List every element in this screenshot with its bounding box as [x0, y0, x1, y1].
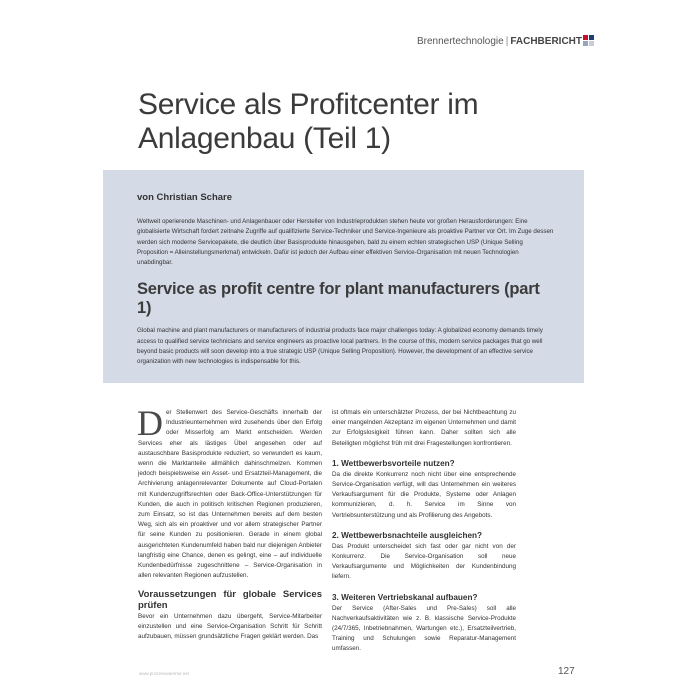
drop-cap: D [137, 403, 163, 443]
continuation-paragraph: ist oftmals ein unterschätzter Prozess, der bei Nichtbeachtung zu einer mangelnden Akzeptanz im eigenen Unternehmen und damit zur Erfolgslosigkeit führen kann. Daher sollten sich alle Beteiligten möglichst früh mit drei Fragestellungen konfrontieren. [332, 409, 516, 447]
prerequisites-paragraph: Bevor ein Unternehmen dazu übergeht, Service-Mitarbeiter einzustellen und eine Service-Organisation Schritt für Schritt aufzubauen, müssen grundsätzliche Fragen geklärt werden. Das [138, 612, 322, 641]
header-section: Brennertechnologie [416, 36, 504, 47]
running-header [417, 36, 582, 47]
header-category: FACHBERICHT [510, 36, 582, 47]
header-separator: | [505, 36, 509, 47]
question-heading-2: 2. Wettbewerbsnachteile ausgleichen? [332, 530, 482, 540]
footer-url: www.prozesswaerme.net [139, 671, 190, 676]
question-heading-3: 3. Weiteren Vertriebskanal aufbauen? [332, 592, 478, 602]
abstract-box [103, 170, 584, 383]
question-paragraph-2: Das Produkt unterscheidet sich fast oder gar nicht von der Konkurrenz. Die Service-Organisation soll neue Verkaufsargumente und Möglichkeiten der Kundenbindung liefern. [332, 542, 516, 581]
question-paragraph-1: Da die direkte Konkurrenz noch nicht über eine entsprechende Service-Organisation verfügt, will das Unternehmen ein weiteres Verkaufsargument für die Produkte, Systeme oder Anlagen kommunizieren, d. h. Service im Sinne von Vertriebsunterstützung und als Profilierung des Angebots. [332, 470, 516, 519]
question-heading-1: 1. Wettbewerbsvorteile nutzen? [332, 458, 455, 468]
english-title: Service as profit centre for plant manufacturers (part 1) [137, 280, 540, 318]
author-byline: von Christian Schare [137, 192, 233, 203]
page-number: 127 [558, 666, 575, 677]
abstract-english: Global machine and plant manufacturers or manufacturers of industrial products face major challenges today: A globalized economy demands timely access to qualified service technicians and service engineers as proactive local partners. In the course of this, modern service packages that go well beyond basic products will soon develop into a true strategic USP (Unique Selling Proposition). However, the development of an effective service organization with new technologies is indispensable for this. [137, 327, 543, 366]
abstract-german: Weltweit operierende Maschinen- und Anlagenbauer oder Hersteller von Industrieprodukten stehen heute vor großen Herausforderungen: Eine globalisierte Wirtschaft fordert zeitnahe Zugriffe auf qualifizierte Service-Techniker und Service-Ingenieure als proaktive Partner vor Ort. Im Zuge dessen werden sich moderne Servicepakete, die deutlich über Basisprodukte hinausgehen, bald zu einem echten strategischen USP (Unique Selling Proposition = Alleinstellungsmerkmal) entwickeln. Dafür ist jedoch der Aufbau einer effektiven Service-Organisation mit neuen Technologien unabdingbar. [137, 218, 554, 267]
publisher-logo-icon [583, 35, 594, 46]
body-column-right [332, 408, 516, 655]
question-paragraph-3: Der Service (After-Sales und Pre-Sales) soll alle Nachverkaufsaktivitäten wie z. B. klassische Service-Produkte (24/7/365, Inbetriebnahmen, Wartungen etc.), Ersatzteilvertrieb, Training und Schulungen sowie Reparatur-Management umfassen. [332, 604, 516, 653]
section-heading-prerequisites: Voraussetzungen für globale Services prüfen [138, 589, 322, 611]
article-title: Service als Profitcenter im Anlagenbau (Teil 1) [138, 88, 479, 155]
intro-text: er Stellenwert des Service-Geschäfts innerhalb der Industrieunternehmen wird zusehends über den Erfolg oder Misserfolg am Markt entscheiden. Werden Services eher als lästiges Übel angesehen oder auf austauschbare Basisprodukte reduziert, so verwundert es kaum, wenn die Marktanteile allmählich dahinschmelzen. Kommen jedoch beispielsweise ein Asset- und Ersatzteil-Management, die Archivierung anlagenrelevanter Dokumente auf Cloud-Portalen mit Kundenzugriffsrechten oder Back-Office-Unterstützungen für Kunden, die auch in politisch kritischen Regionen produzieren, zum Einsatz, so ist das Unternehmen bereits auf dem besten Weg, sich als ein proaktiver und vor allem strategischer Partner für seine Kunden zu positionieren. Gerade in einem global ausgerichteten Kundenumfeld haben bald nur diejenigen Anbieter langfristig eine Chance, denen es gelingt, eine – auf individuelle Kundenbedürfnisse zugeschnittene – Service-Organisation in allen relevanten Regionen aufzustellen. [138, 409, 322, 580]
intro-paragraph [137, 403, 322, 581]
body-column-left [137, 403, 322, 642]
